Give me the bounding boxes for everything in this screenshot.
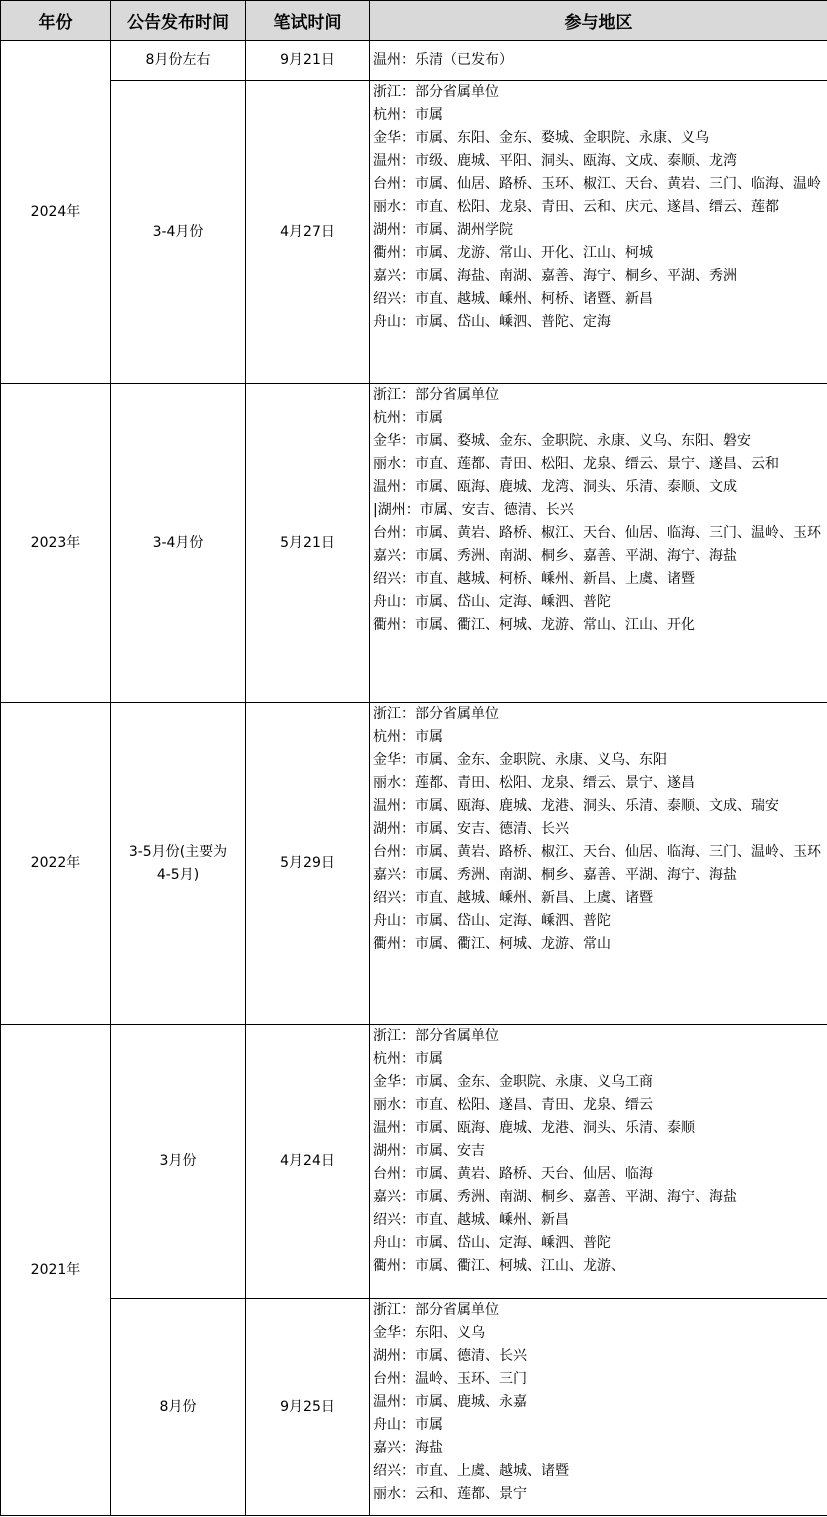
- region-line: 台州：市属、黄岩、路桥、椒江、天台、仙居、临海、三门、温岭、玉环: [373, 844, 821, 860]
- region-line: 金华：市属、金东、金职院、永康、义乌工商: [373, 1074, 653, 1090]
- region-line: 金华：市属、婺城、金东、金职院、永康、义乌、东阳、磐安: [373, 433, 751, 449]
- region-line: 舟山：市属、岱山、定海、嵊泗、普陀: [373, 913, 611, 929]
- region-line: 衢州：市属、衢江、柯城、江山、龙游、: [373, 1258, 625, 1274]
- table-row: [1, 1025, 827, 1299]
- region-line: 绍兴：市直、越城、嵊州、新昌、上虞、诸暨: [373, 890, 653, 906]
- announce-cell: 8月份: [111, 1299, 246, 1516]
- region-line: 浙江：部分省属单位: [373, 387, 499, 403]
- region-line: 杭州：市属: [373, 107, 443, 123]
- region-line: 绍兴：市直、越城、嵊州、新昌: [373, 1212, 569, 1228]
- region-line: 衢州：市属、衢江、柯城、龙游、常山: [373, 936, 611, 952]
- header-exam-time: 笔试时间: [246, 1, 370, 41]
- region-line: 衢州：市属、衢江、柯城、龙游、常山、江山、开化: [373, 617, 695, 633]
- regions-cell: [370, 81, 827, 384]
- region-line: 金华：东阳、义乌: [373, 1325, 485, 1341]
- region-line: |湖州：市属、安吉、德清、长兴: [373, 502, 574, 518]
- region-line: 嘉兴：市属、海盐、南湖、嘉善、海宁、桐乡、平湖、秀洲: [373, 268, 737, 284]
- region-line: 舟山：市属、岱山、嵊泗、普陀、定海: [373, 314, 611, 330]
- region-line: 舟山：市属、岱山、定海、嵊泗、普陀: [373, 594, 611, 610]
- region-line: 嘉兴：海盐: [373, 1440, 443, 1456]
- region-line: 湖州：市属、德清、长兴: [373, 1348, 527, 1364]
- region-line: 温州：乐清（已发布）: [373, 52, 513, 68]
- announce-text: 3-5月份(主要为4-5月): [128, 843, 228, 883]
- region-line: 金华：市属、金东、金职院、永康、义乌、东阳: [373, 752, 667, 768]
- exam-cell: 4月27日: [246, 81, 370, 384]
- region-line: 杭州：市属: [373, 729, 443, 745]
- region-line: 台州：市属、黄岩、路桥、天台、仙居、临海: [373, 1166, 653, 1182]
- region-line: 丽水：市直、莲都、青田、松阳、龙泉、缙云、景宁、遂昌、云和: [373, 456, 779, 472]
- region-line: 绍兴：市直、越城、嵊州、柯桥、诸暨、新昌: [373, 291, 653, 307]
- exam-cell: 9月25日: [246, 1299, 370, 1516]
- region-line: 丽水：莲都、青田、松阳、龙泉、缙云、景宁、遂昌: [373, 775, 695, 791]
- region-line: 湖州：市属、安吉、德清、长兴: [373, 821, 569, 837]
- announce-cell: 8月份左右: [111, 41, 246, 81]
- region-line: 温州：市属、瓯海、鹿城、龙港、洞头、乐清、泰顺、文成、瑞安: [373, 798, 779, 814]
- region-line: 浙江：部分省属单位: [373, 706, 499, 722]
- region-line: 温州：市级、鹿城、平阳、洞头、瓯海、文成、泰顺、龙湾: [373, 153, 737, 169]
- table-row: [1, 41, 827, 81]
- region-line: 温州：市属、瓯海、鹿城、龙港、洞头、乐清、泰顺: [373, 1120, 695, 1136]
- region-line: 绍兴：市直、越城、柯桥、嵊州、新昌、上虞、诸暨: [373, 571, 695, 587]
- regions-cell: [370, 1025, 827, 1299]
- header-regions: 参与地区: [370, 1, 827, 41]
- year-cell: 2024年: [1, 41, 111, 384]
- region-line: 温州：市属、瓯海、鹿城、龙湾、洞头、乐清、泰顺、文成: [373, 479, 737, 495]
- region-line: 绍兴：市直、上虞、越城、诸暨: [373, 1463, 569, 1479]
- exam-cell: 9月21日: [246, 41, 370, 81]
- header-row: [1, 1, 827, 41]
- announce-cell: 3-4月份: [111, 384, 246, 703]
- region-line: 舟山：市属、岱山、定海、嵊泗、普陀: [373, 1235, 611, 1251]
- year-cell: 2022年: [1, 703, 111, 1025]
- region-line: 衢州：市属、龙游、常山、开化、江山、柯城: [373, 245, 653, 261]
- region-line: 台州：市属、黄岩、路桥、椒江、天台、仙居、临海、三门、温岭、玉环: [373, 525, 821, 541]
- region-line: 丽水：云和、莲都、景宁: [373, 1486, 527, 1502]
- region-line: 浙江：部分省属单位: [373, 84, 499, 100]
- table-row: [1, 384, 827, 703]
- region-line: 嘉兴：市属、秀洲、南湖、桐乡、嘉善、平湖、海宁、海盐: [373, 867, 737, 883]
- regions-cell: [370, 384, 827, 703]
- announce-cell: 3-4月份: [111, 81, 246, 384]
- region-line: 丽水：市直、松阳、遂昌、青田、龙泉、缙云: [373, 1097, 653, 1113]
- header-year: 年份: [1, 1, 111, 41]
- region-line: 台州：温岭、玉环、三门: [373, 1371, 527, 1387]
- announce-cell: 3月份: [111, 1025, 246, 1299]
- exam-cell: 4月24日: [246, 1025, 370, 1299]
- year-cell: 2021年: [1, 1025, 111, 1516]
- regions-cell: [370, 41, 827, 81]
- table-row: [1, 81, 827, 384]
- region-line: 浙江：部分省属单位: [373, 1302, 499, 1318]
- region-line: 湖州：市属、安吉: [373, 1143, 485, 1159]
- regions-cell: [370, 1299, 827, 1516]
- exam-cell: 5月29日: [246, 703, 370, 1025]
- region-line: 丽水：市直、松阳、龙泉、青田、云和、庆元、遂昌、缙云、莲都: [373, 199, 779, 215]
- region-line: 嘉兴：市属、秀洲、南湖、桐乡、嘉善、平湖、海宁、海盐: [373, 1189, 737, 1205]
- region-line: 浙江：部分省属单位: [373, 1028, 499, 1044]
- region-line: 舟山：市属: [373, 1417, 443, 1433]
- exam-cell: 5月21日: [246, 384, 370, 703]
- announce-cell: [111, 703, 246, 1025]
- header-announce-time: 公告发布时间: [111, 1, 246, 41]
- regions-cell: [370, 703, 827, 1025]
- region-line: 杭州：市属: [373, 1051, 443, 1067]
- table-row: [1, 1299, 827, 1516]
- year-cell: 2023年: [1, 384, 111, 703]
- region-line: 湖州：市属、湖州学院: [373, 222, 513, 238]
- region-line: 金华：市属、东阳、金东、婺城、金职院、永康、义乌: [373, 130, 709, 146]
- region-line: 杭州：市属: [373, 410, 443, 426]
- region-line: 温州：市属、鹿城、永嘉: [373, 1394, 527, 1410]
- region-line: 台州：市属、仙居、路桥、玉环、椒江、天台、黄岩、三门、临海、温岭: [373, 176, 821, 192]
- region-line: 嘉兴：市属、秀洲、南湖、桐乡、嘉善、平湖、海宁、海盐: [373, 548, 737, 564]
- table-row: [1, 703, 827, 1025]
